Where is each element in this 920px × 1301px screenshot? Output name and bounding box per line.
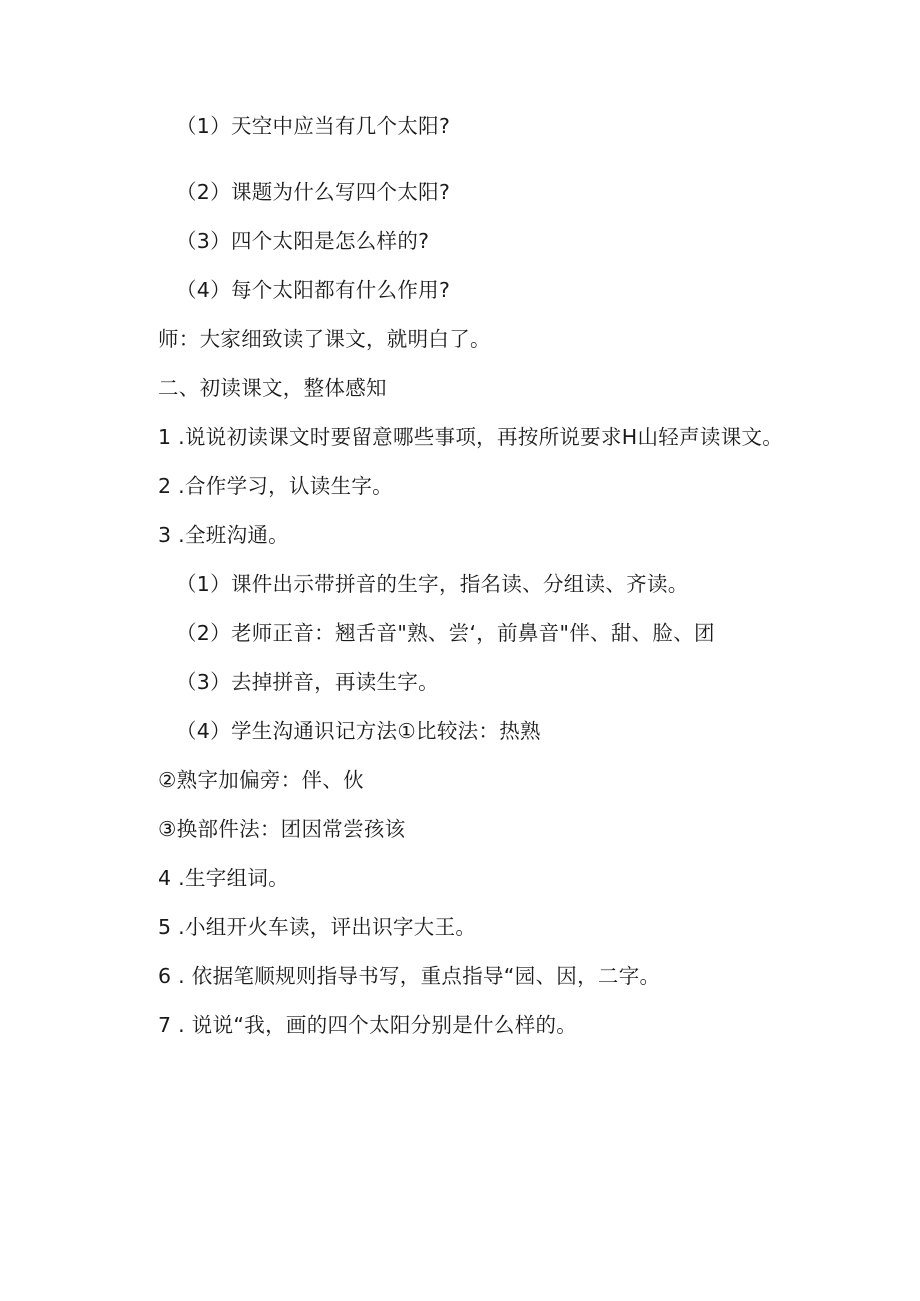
question-3: （3）四个太阳是怎么样的? (176, 229, 430, 253)
substep-3: （3）去掉拼音，再读生字。 (176, 670, 439, 694)
step-2: 2 .合作学习，认读生字。 (158, 474, 393, 498)
step-5: 5 .小组开火车读，评出识字大王。 (158, 915, 477, 939)
section-heading: 二、初读课文，整体感知 (158, 376, 387, 400)
substep-1: （1）课件出示带拼音的生字，指名读、分组读、齐读。 (176, 572, 689, 596)
question-2: （2）课题为什么写四个太阳? (176, 180, 451, 204)
question-1: （1）天空中应当有几个太阳? (176, 114, 451, 138)
method-2: ②熟字加偏旁：伴、伙 (158, 768, 364, 792)
substep-2: （2）老师正音：翘舌音"熟、尝‘，前鼻音"伴、甜、脸、团 (176, 621, 715, 645)
question-4: （4）每个太阳都有什么作用? (176, 278, 451, 302)
teacher-remark: 师：大家细致读了课文，就明白了。 (158, 327, 491, 351)
step-6: 6 . 依据笔顺规则指导书写，重点指导“园、因，二字。 (158, 964, 661, 988)
method-3: ③换部件法：团因常尝孩该 (158, 817, 406, 841)
step-3: 3 .全班沟通。 (158, 523, 289, 547)
step-4: 4 .生字组词。 (158, 866, 289, 890)
substep-4: （4）学生沟通识记方法①比较法：热熟 (176, 719, 541, 743)
step-1: 1 .说说初读课文时要留意哪些事项，再按所说要求H山轻声读课文。 (158, 425, 784, 449)
step-7: 7 . 说说“我，画的四个太阳分别是什么样的。 (158, 1013, 578, 1037)
